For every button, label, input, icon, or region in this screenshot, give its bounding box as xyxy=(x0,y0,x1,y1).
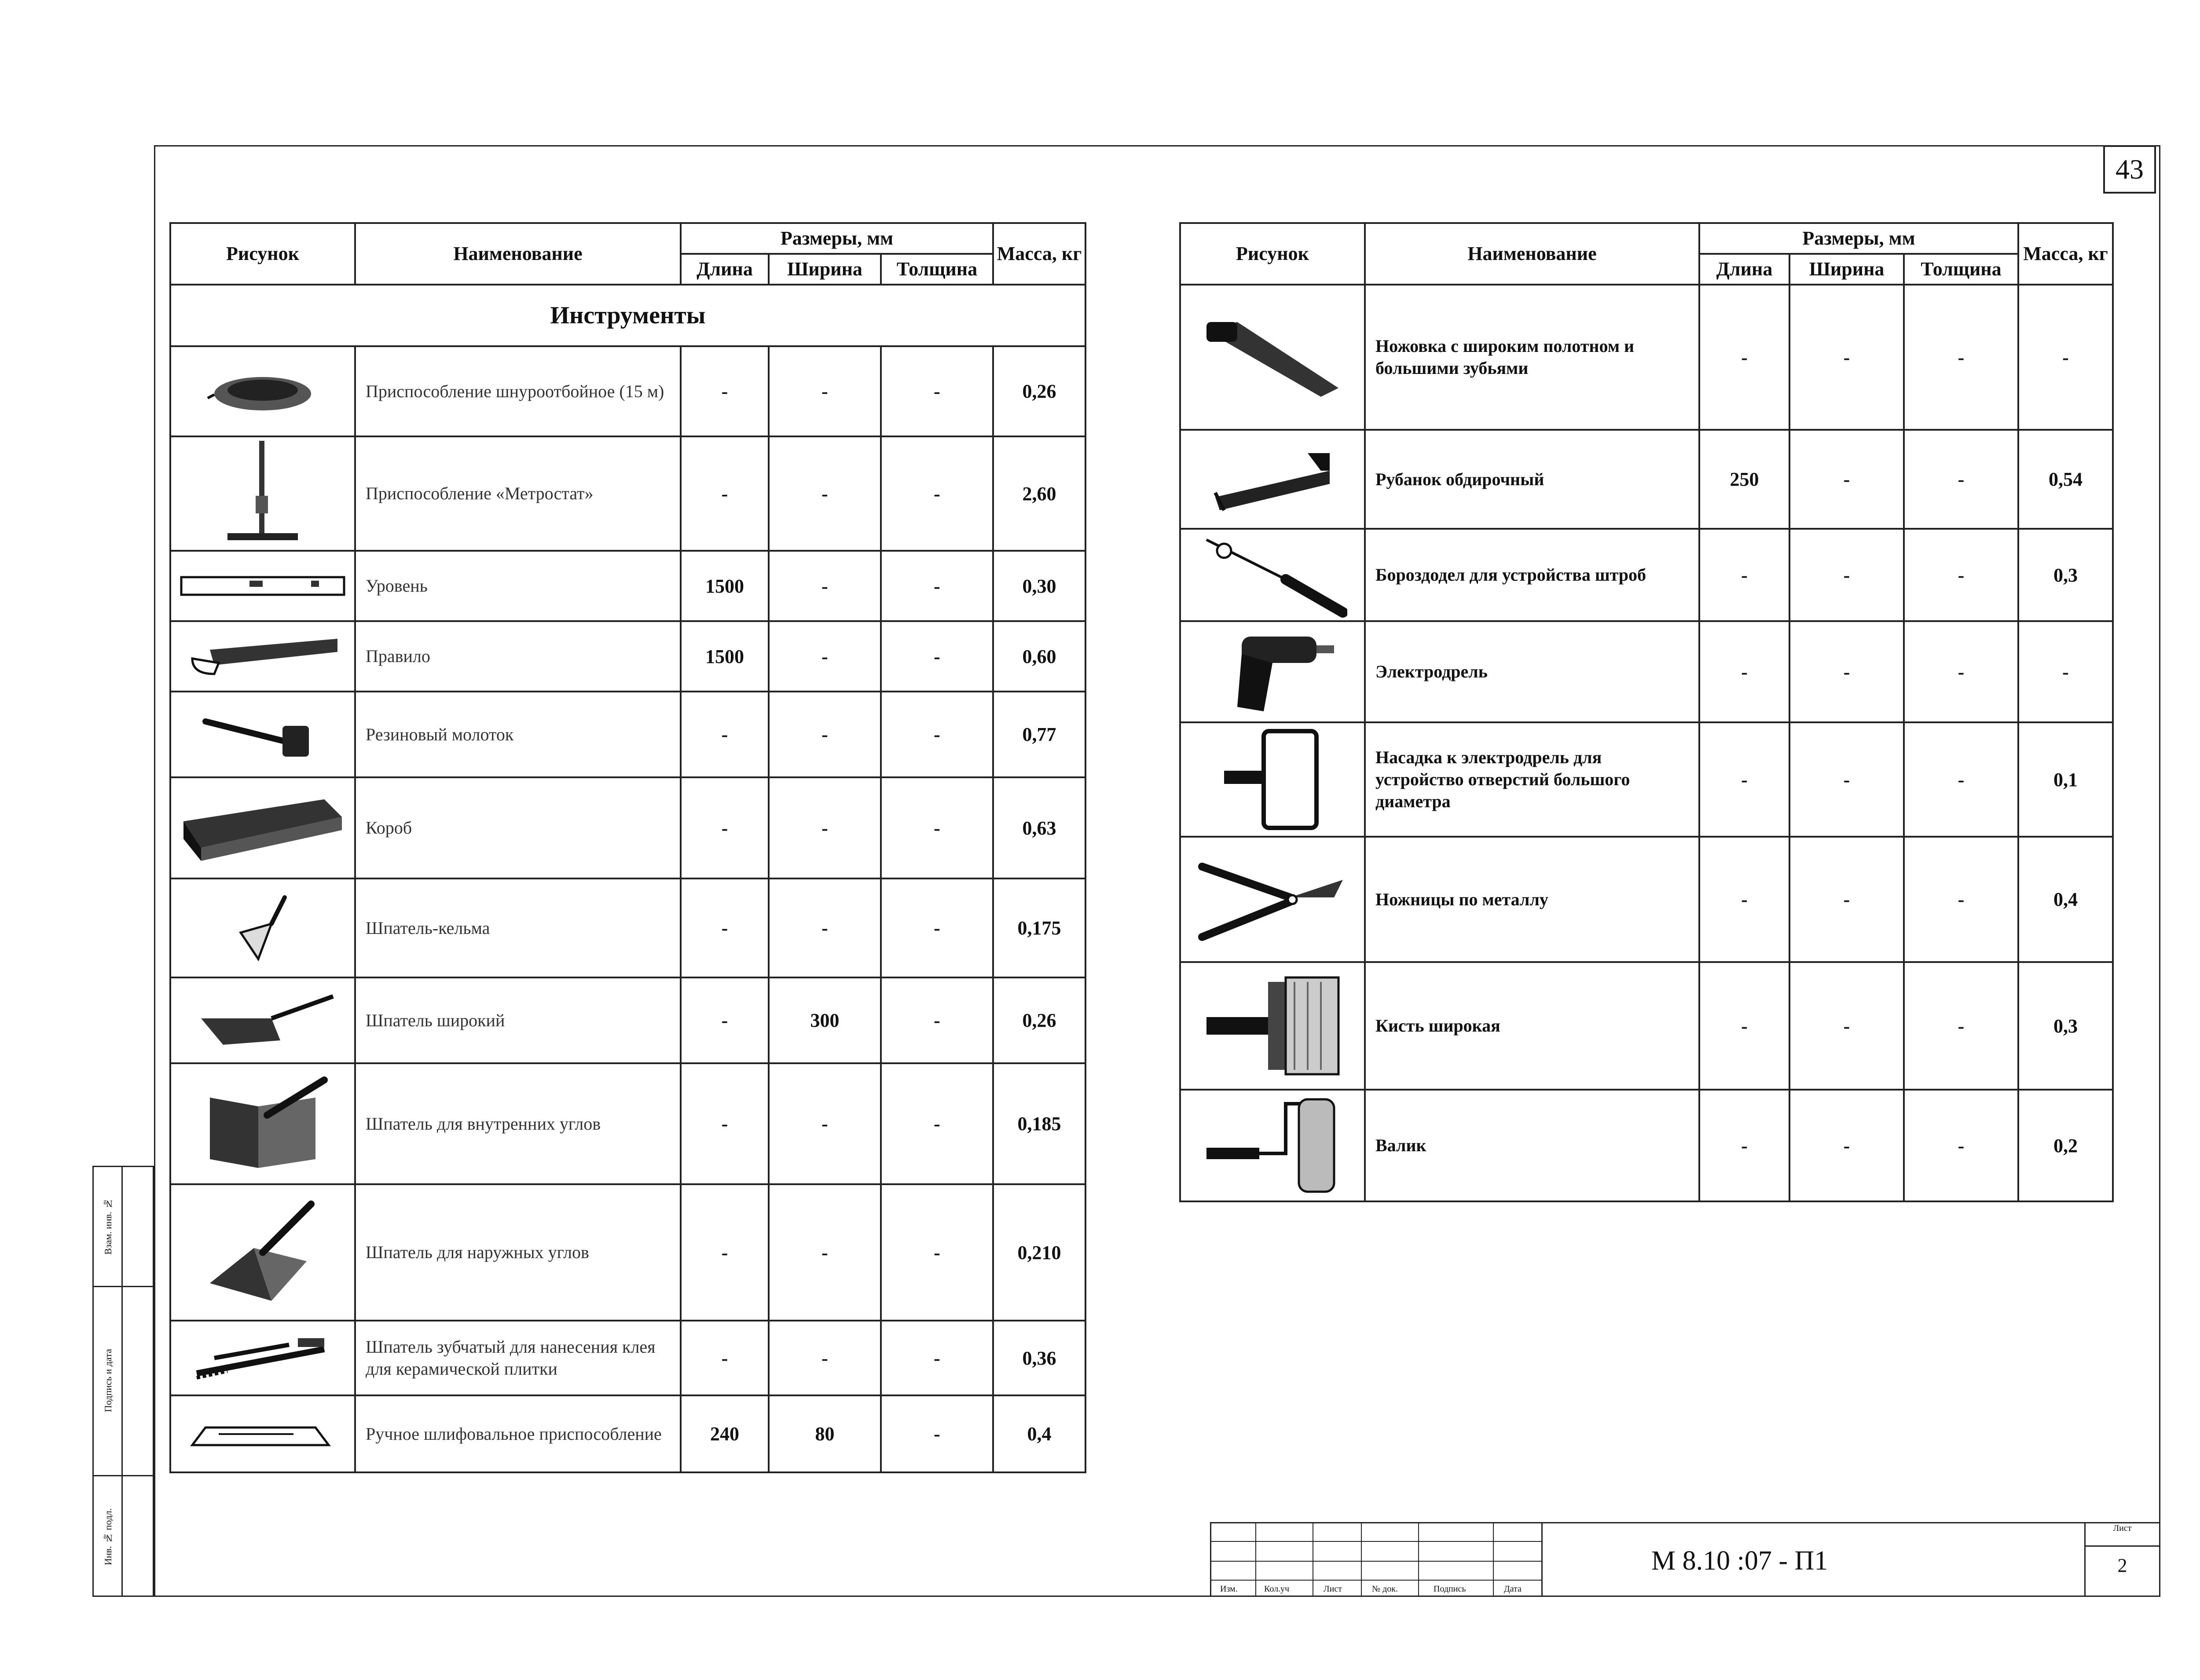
width-value: - xyxy=(1789,837,1904,962)
handsaw-icon xyxy=(1181,313,1364,401)
header-name: Наименование xyxy=(355,223,681,285)
header-dimensions: Размеры, мм xyxy=(1699,223,2018,254)
length-value: - xyxy=(681,346,769,436)
mass-value: - xyxy=(2018,285,2113,430)
mass-value: 0,2 xyxy=(2018,1090,2113,1201)
mass-value: 0,60 xyxy=(993,621,1085,692)
tool-name: Приспособление шнуроотбойное (15 м) xyxy=(355,346,681,436)
width-value: - xyxy=(769,436,881,551)
picture-cell xyxy=(170,436,355,551)
header-mass: Масса, кг xyxy=(2018,223,2113,285)
picture-cell xyxy=(170,777,355,878)
length-value: - xyxy=(681,777,769,878)
header-length: Длина xyxy=(681,254,769,285)
thickness-value: - xyxy=(1904,962,2018,1090)
header-dimensions: Размеры, мм xyxy=(681,223,993,254)
side-stamp-inv-replace: Взам. инв. № xyxy=(103,1198,114,1255)
mass-value: 0,3 xyxy=(2018,962,2113,1090)
tool-name: Ручное шлифовальное приспособление xyxy=(355,1395,681,1472)
document-code: М 8.10 :07 - П1 xyxy=(1651,1546,1828,1576)
width-value: - xyxy=(1789,962,1904,1090)
stamp-col-date: Дата xyxy=(1504,1584,1522,1594)
title-block xyxy=(1210,1522,2160,1597)
right-row xyxy=(1180,962,2113,1090)
width-value: - xyxy=(769,346,881,436)
picture-cell xyxy=(1180,1090,1365,1201)
header-thickness: Толщина xyxy=(881,254,993,285)
stamp-col-count: Кол.уч xyxy=(1264,1584,1290,1594)
picture-cell xyxy=(1180,430,1365,529)
thickness-value: - xyxy=(1904,722,2018,837)
picture-cell xyxy=(170,346,355,436)
tool-name: Правило xyxy=(355,621,681,692)
right-row xyxy=(1180,621,2113,722)
tool-name: Шпатель для наружных углов xyxy=(355,1184,681,1321)
left-row xyxy=(170,878,1085,977)
page-number: 43 xyxy=(2103,145,2156,194)
thickness-value: - xyxy=(1904,430,2018,529)
length-value: - xyxy=(681,692,769,777)
thickness-value: - xyxy=(881,621,993,692)
box-icon xyxy=(171,791,354,865)
tool-name: Шпатель для внутренних углов xyxy=(355,1063,681,1184)
mass-value: 0,175 xyxy=(993,878,1085,977)
picture-cell xyxy=(1180,722,1365,837)
length-value: - xyxy=(681,878,769,977)
mass-value: 0,4 xyxy=(2018,837,2113,962)
header-picture: Рисунок xyxy=(170,223,355,285)
mass-value: 0,185 xyxy=(993,1063,1085,1184)
wide-brush-icon xyxy=(1181,969,1364,1083)
width-value: - xyxy=(769,692,881,777)
stamp-col-sheet: Лист xyxy=(1324,1584,1342,1594)
picture-cell xyxy=(170,1063,355,1184)
length-value: - xyxy=(1699,1090,1789,1201)
mass-value: 2,60 xyxy=(993,436,1085,551)
tool-name: Валик xyxy=(1365,1090,1699,1201)
sheet-box xyxy=(2084,1523,2159,1596)
picture-cell xyxy=(1180,962,1365,1090)
mass-value: 0,77 xyxy=(993,692,1085,777)
mass-value: 0,3 xyxy=(2018,529,2113,621)
side-stamp xyxy=(92,1166,154,1597)
thickness-value: - xyxy=(881,777,993,878)
paint-roller-icon xyxy=(1181,1091,1364,1201)
right-row xyxy=(1180,722,2113,837)
rubber-mallet-icon xyxy=(171,708,354,761)
picture-cell xyxy=(170,1184,355,1321)
tool-name: Приспособление «Метростат» xyxy=(355,436,681,551)
thickness-value: - xyxy=(881,1395,993,1472)
width-value: - xyxy=(769,621,881,692)
header-name: Наименование xyxy=(1365,223,1699,285)
tool-name: Электродрель xyxy=(1365,621,1699,722)
length-value: - xyxy=(1699,722,1789,837)
header-picture: Рисунок xyxy=(1180,223,1365,285)
length-value: - xyxy=(1699,529,1789,621)
side-stamp-inv-original: Инв. № подл. xyxy=(103,1508,114,1565)
tool-name: Резиновый молоток xyxy=(355,692,681,777)
plane-icon xyxy=(1181,444,1364,515)
sanding-block-icon xyxy=(171,1414,354,1454)
header-thickness: Толщина xyxy=(1904,254,2018,285)
width-value: - xyxy=(769,878,881,977)
length-value: 1500 xyxy=(681,551,769,621)
length-value: - xyxy=(1699,285,1789,430)
length-value: - xyxy=(1699,837,1789,962)
notched-spatula-icon xyxy=(171,1332,354,1384)
section-title: Инструменты xyxy=(170,285,1085,346)
metrostat-icon xyxy=(171,439,354,549)
mass-value: 0,1 xyxy=(2018,722,2113,837)
thickness-value: - xyxy=(881,1321,993,1395)
inner-corner-spatula-icon xyxy=(171,1071,354,1177)
picture-cell xyxy=(170,1395,355,1472)
length-value: - xyxy=(681,1063,769,1184)
stamp-col-change: Изм. xyxy=(1220,1584,1238,1594)
thickness-value: - xyxy=(1904,285,2018,430)
outer-corner-spatula-icon xyxy=(171,1195,354,1310)
left-row xyxy=(170,1321,1085,1395)
width-value: - xyxy=(1789,621,1904,722)
width-value: - xyxy=(769,1184,881,1321)
thickness-value: - xyxy=(1904,837,2018,962)
wide-spatula-icon xyxy=(171,992,354,1049)
picture-cell xyxy=(170,1321,355,1395)
tools-table-right xyxy=(1179,222,2114,1202)
tool-name: Уровень xyxy=(355,551,681,621)
width-value: - xyxy=(769,777,881,878)
tool-name: Ножовка с широким полотном и большими зубьями xyxy=(1365,285,1699,430)
mass-value: 0,26 xyxy=(993,346,1085,436)
mass-value: 0,210 xyxy=(993,1184,1085,1321)
thickness-value: - xyxy=(881,551,993,621)
chalk-line-icon xyxy=(171,367,354,416)
thickness-value: - xyxy=(881,977,993,1063)
sheet-number: 2 xyxy=(2117,1555,2127,1576)
sheet-label: Лист xyxy=(2086,1523,2159,1547)
tool-name: Кисть широкая xyxy=(1365,962,1699,1090)
straightedge-icon xyxy=(171,632,354,681)
picture-cell xyxy=(170,621,355,692)
picture-cell xyxy=(170,692,355,777)
header-length: Длина xyxy=(1699,254,1789,285)
stamp-col-signature: Подпись xyxy=(1434,1584,1466,1594)
mass-value: 0,4 xyxy=(993,1395,1085,1472)
mass-value: - xyxy=(2018,621,2113,722)
trowel-icon xyxy=(171,889,354,968)
drill-icon xyxy=(1181,628,1364,716)
thickness-value: - xyxy=(1904,529,2018,621)
mass-value: 0,26 xyxy=(993,977,1085,1063)
revision-grid xyxy=(1211,1523,1543,1596)
left-row xyxy=(170,1184,1085,1321)
length-value: 1500 xyxy=(681,621,769,692)
left-row xyxy=(170,1063,1085,1184)
width-value: - xyxy=(1789,529,1904,621)
thickness-value: - xyxy=(881,692,993,777)
length-value: - xyxy=(681,1184,769,1321)
left-row xyxy=(170,1395,1085,1472)
tool-name: Ножницы по металлу xyxy=(1365,837,1699,962)
header-width: Ширина xyxy=(1789,254,1904,285)
left-row xyxy=(170,692,1085,777)
picture-cell xyxy=(170,977,355,1063)
metal-shears-icon xyxy=(1181,849,1364,950)
length-value: 250 xyxy=(1699,430,1789,529)
left-row xyxy=(170,346,1085,436)
stamp-col-doc: № док. xyxy=(1372,1584,1398,1594)
length-value: - xyxy=(681,1321,769,1395)
left-row xyxy=(170,551,1085,621)
thickness-value: - xyxy=(881,436,993,551)
mass-value: 0,36 xyxy=(993,1321,1085,1395)
width-value: - xyxy=(1789,1090,1904,1201)
width-value: - xyxy=(1789,285,1904,430)
length-value: 240 xyxy=(681,1395,769,1472)
length-value: - xyxy=(1699,962,1789,1090)
tools-table-left xyxy=(169,222,1086,1473)
left-row xyxy=(170,977,1085,1063)
level-icon xyxy=(171,573,354,599)
header-mass: Масса, кг xyxy=(993,223,1085,285)
picture-cell xyxy=(1180,621,1365,722)
right-row xyxy=(1180,837,2113,962)
right-row xyxy=(1180,529,2113,621)
left-row xyxy=(170,777,1085,878)
drill-attachment-icon xyxy=(1181,727,1364,832)
right-row xyxy=(1180,285,2113,430)
picture-cell xyxy=(1180,285,1365,430)
header-width: Ширина xyxy=(769,254,881,285)
chaser-icon xyxy=(1181,531,1364,619)
length-value: - xyxy=(1699,621,1789,722)
thickness-value: - xyxy=(881,1063,993,1184)
mass-value: 0,30 xyxy=(993,551,1085,621)
width-value: - xyxy=(769,1063,881,1184)
width-value: - xyxy=(769,551,881,621)
right-row xyxy=(1180,430,2113,529)
thickness-value: - xyxy=(881,1184,993,1321)
tool-name: Бороздодел для устройства штроб xyxy=(1365,529,1699,621)
length-value: - xyxy=(681,977,769,1063)
width-value: - xyxy=(769,1321,881,1395)
right-row xyxy=(1180,1090,2113,1201)
width-value: 300 xyxy=(769,977,881,1063)
thickness-value: - xyxy=(881,346,993,436)
tool-name: Шпатель зубчатый для нанесения клея для керамической плитки xyxy=(355,1321,681,1395)
width-value: - xyxy=(1789,430,1904,529)
picture-cell xyxy=(1180,837,1365,962)
width-value: - xyxy=(1789,722,1904,837)
tool-name: Короб xyxy=(355,777,681,878)
left-row xyxy=(170,621,1085,692)
side-stamp-signature-date: Подпись и дата xyxy=(103,1349,114,1412)
thickness-value: - xyxy=(1904,621,2018,722)
tool-name: Рубанок обдирочный xyxy=(1365,430,1699,529)
picture-cell xyxy=(170,551,355,621)
left-row xyxy=(170,436,1085,551)
thickness-value: - xyxy=(881,878,993,977)
thickness-value: - xyxy=(1904,1090,2018,1201)
picture-cell xyxy=(1180,529,1365,621)
tool-name: Шпатель-кельма xyxy=(355,878,681,977)
tool-name: Шпатель широкий xyxy=(355,977,681,1063)
tool-name: Насадка к электродрель для устройство отверстий большого диаметра xyxy=(1365,722,1699,837)
length-value: - xyxy=(681,436,769,551)
mass-value: 0,63 xyxy=(993,777,1085,878)
width-value: 80 xyxy=(769,1395,881,1472)
picture-cell xyxy=(170,878,355,977)
mass-value: 0,54 xyxy=(2018,430,2113,529)
